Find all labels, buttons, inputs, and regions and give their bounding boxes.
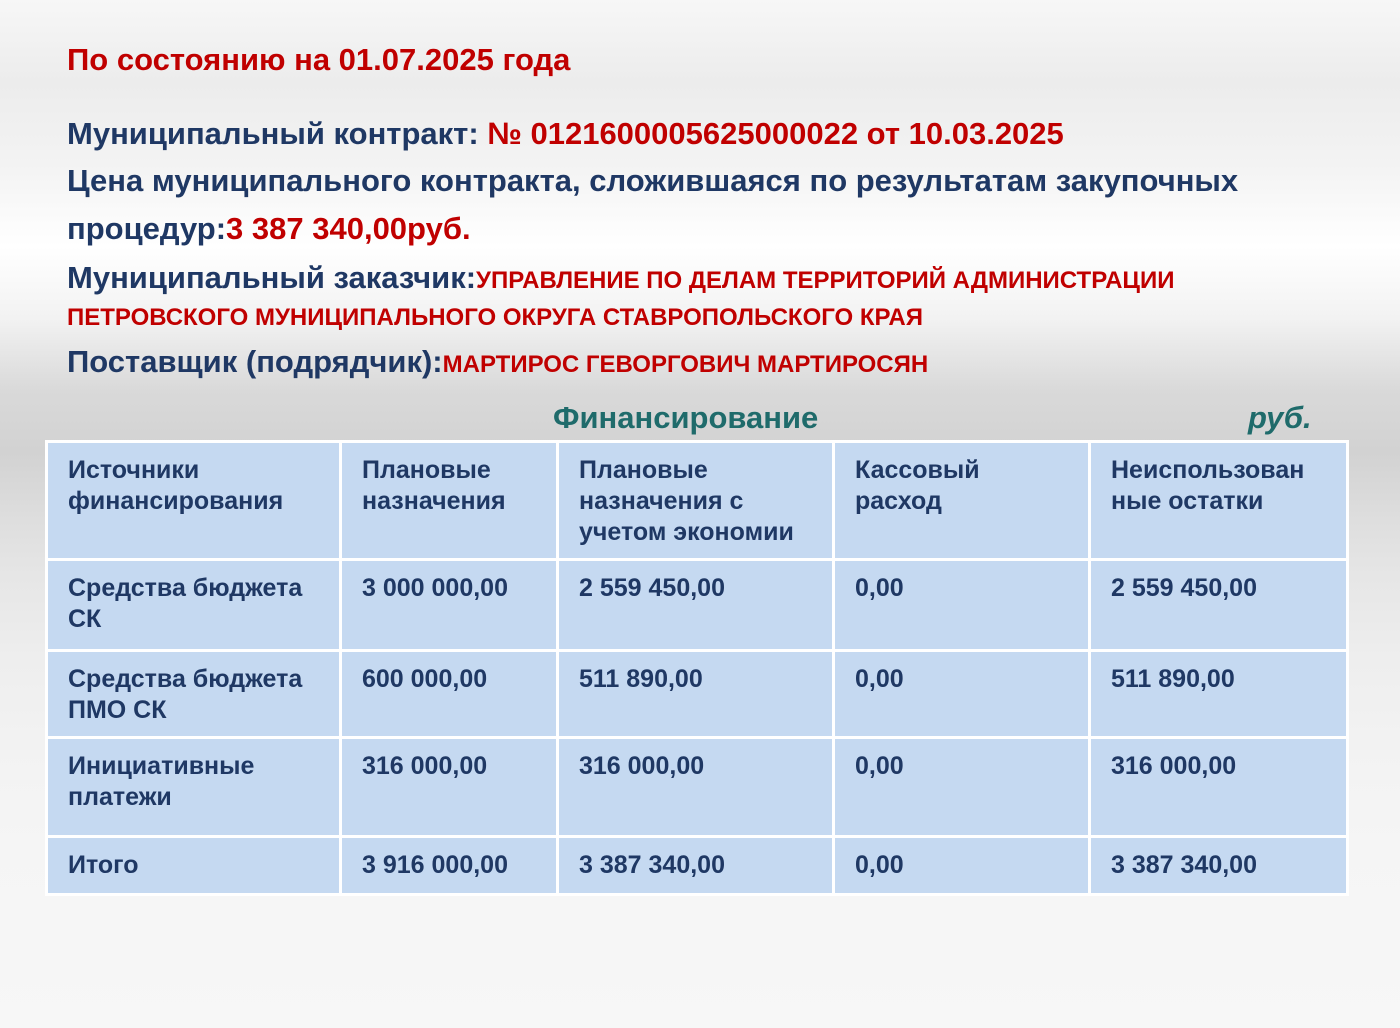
cash-cell: 0,00 — [834, 560, 1090, 651]
source-cell: Средства бюджета ПМО СК — [47, 651, 341, 738]
unused-cell: 316 000,00 — [1090, 738, 1348, 837]
cash-cell: 0,00 — [834, 738, 1090, 837]
supplier-label: Поставщик (подрядчик): — [67, 344, 443, 379]
contract-label: Муниципальный контракт: — [67, 116, 488, 151]
column-header-unused: Неиспользован ные остатки — [1090, 442, 1348, 560]
contract-line — [67, 114, 1064, 154]
contract-price: 3 387 340,00руб. — [226, 211, 471, 246]
planned-cell: 3 916 000,00 — [341, 837, 558, 895]
planned-economy-cell: 511 890,00 — [558, 651, 834, 738]
table-row — [47, 738, 1348, 837]
planned-economy-cell: 3 387 340,00 — [558, 837, 834, 895]
price-label-line1: Цена муниципального контракта, сложившаяся по результатам закупочных — [67, 163, 1239, 198]
unused-cell: 3 387 340,00 — [1090, 837, 1348, 895]
planned-cell: 316 000,00 — [341, 738, 558, 837]
contract-number: № 0121600005625000022 от 10.03.2025 — [487, 116, 1064, 151]
customer-line — [67, 258, 1174, 301]
customer-name-line2: ПЕТРОВСКОГО МУНИЦИПАЛЬНОГО ОКРУГА СТАВРОПОЛЬСКОГО КРАЯ — [67, 304, 923, 331]
as-of-date: По состоянию на 01.07.2025 года — [67, 42, 571, 77]
price-label-line2: процедур: — [67, 211, 227, 246]
supplier-name: МАРТИРОС ГЕВОРГОВИЧ МАРТИРОСЯН — [442, 351, 929, 378]
table-row-total — [47, 837, 1348, 895]
planned-cell: 3 000 000,00 — [341, 560, 558, 651]
column-header-planned-economy: Плановые назначения с учетом экономии — [558, 442, 834, 560]
currency-label: руб. — [1248, 400, 1312, 435]
customer-name-line1: УПРАВЛЕНИЕ ПО ДЕЛАМ ТЕРРИТОРИЙ АДМИНИСТРАЦИИ — [476, 267, 1175, 294]
cash-cell: 0,00 — [834, 651, 1090, 738]
source-cell: Инициативные платежи — [47, 738, 341, 837]
planned-cell: 600 000,00 — [341, 651, 558, 738]
table-row — [47, 651, 1348, 738]
unused-cell: 511 890,00 — [1090, 651, 1348, 738]
table-row — [47, 560, 1348, 651]
planned-economy-cell: 2 559 450,00 — [558, 560, 834, 651]
source-cell: Средства бюджета СК — [47, 560, 341, 651]
cash-cell: 0,00 — [834, 837, 1090, 895]
table-header-row — [47, 442, 1348, 560]
funding-table — [45, 440, 1349, 896]
column-header-source: Источники финансирования — [47, 442, 341, 560]
unused-cell: 2 559 450,00 — [1090, 560, 1348, 651]
column-header-planned: Плановые назначения — [341, 442, 558, 560]
column-header-cash: Кассовый расход — [834, 442, 1090, 560]
supplier-line — [67, 342, 928, 385]
customer-label: Муниципальный заказчик: — [67, 260, 477, 295]
source-cell: Итого — [47, 837, 341, 895]
planned-economy-cell: 316 000,00 — [558, 738, 834, 837]
price-line — [67, 209, 471, 249]
funding-title: Финансирование — [553, 400, 819, 435]
